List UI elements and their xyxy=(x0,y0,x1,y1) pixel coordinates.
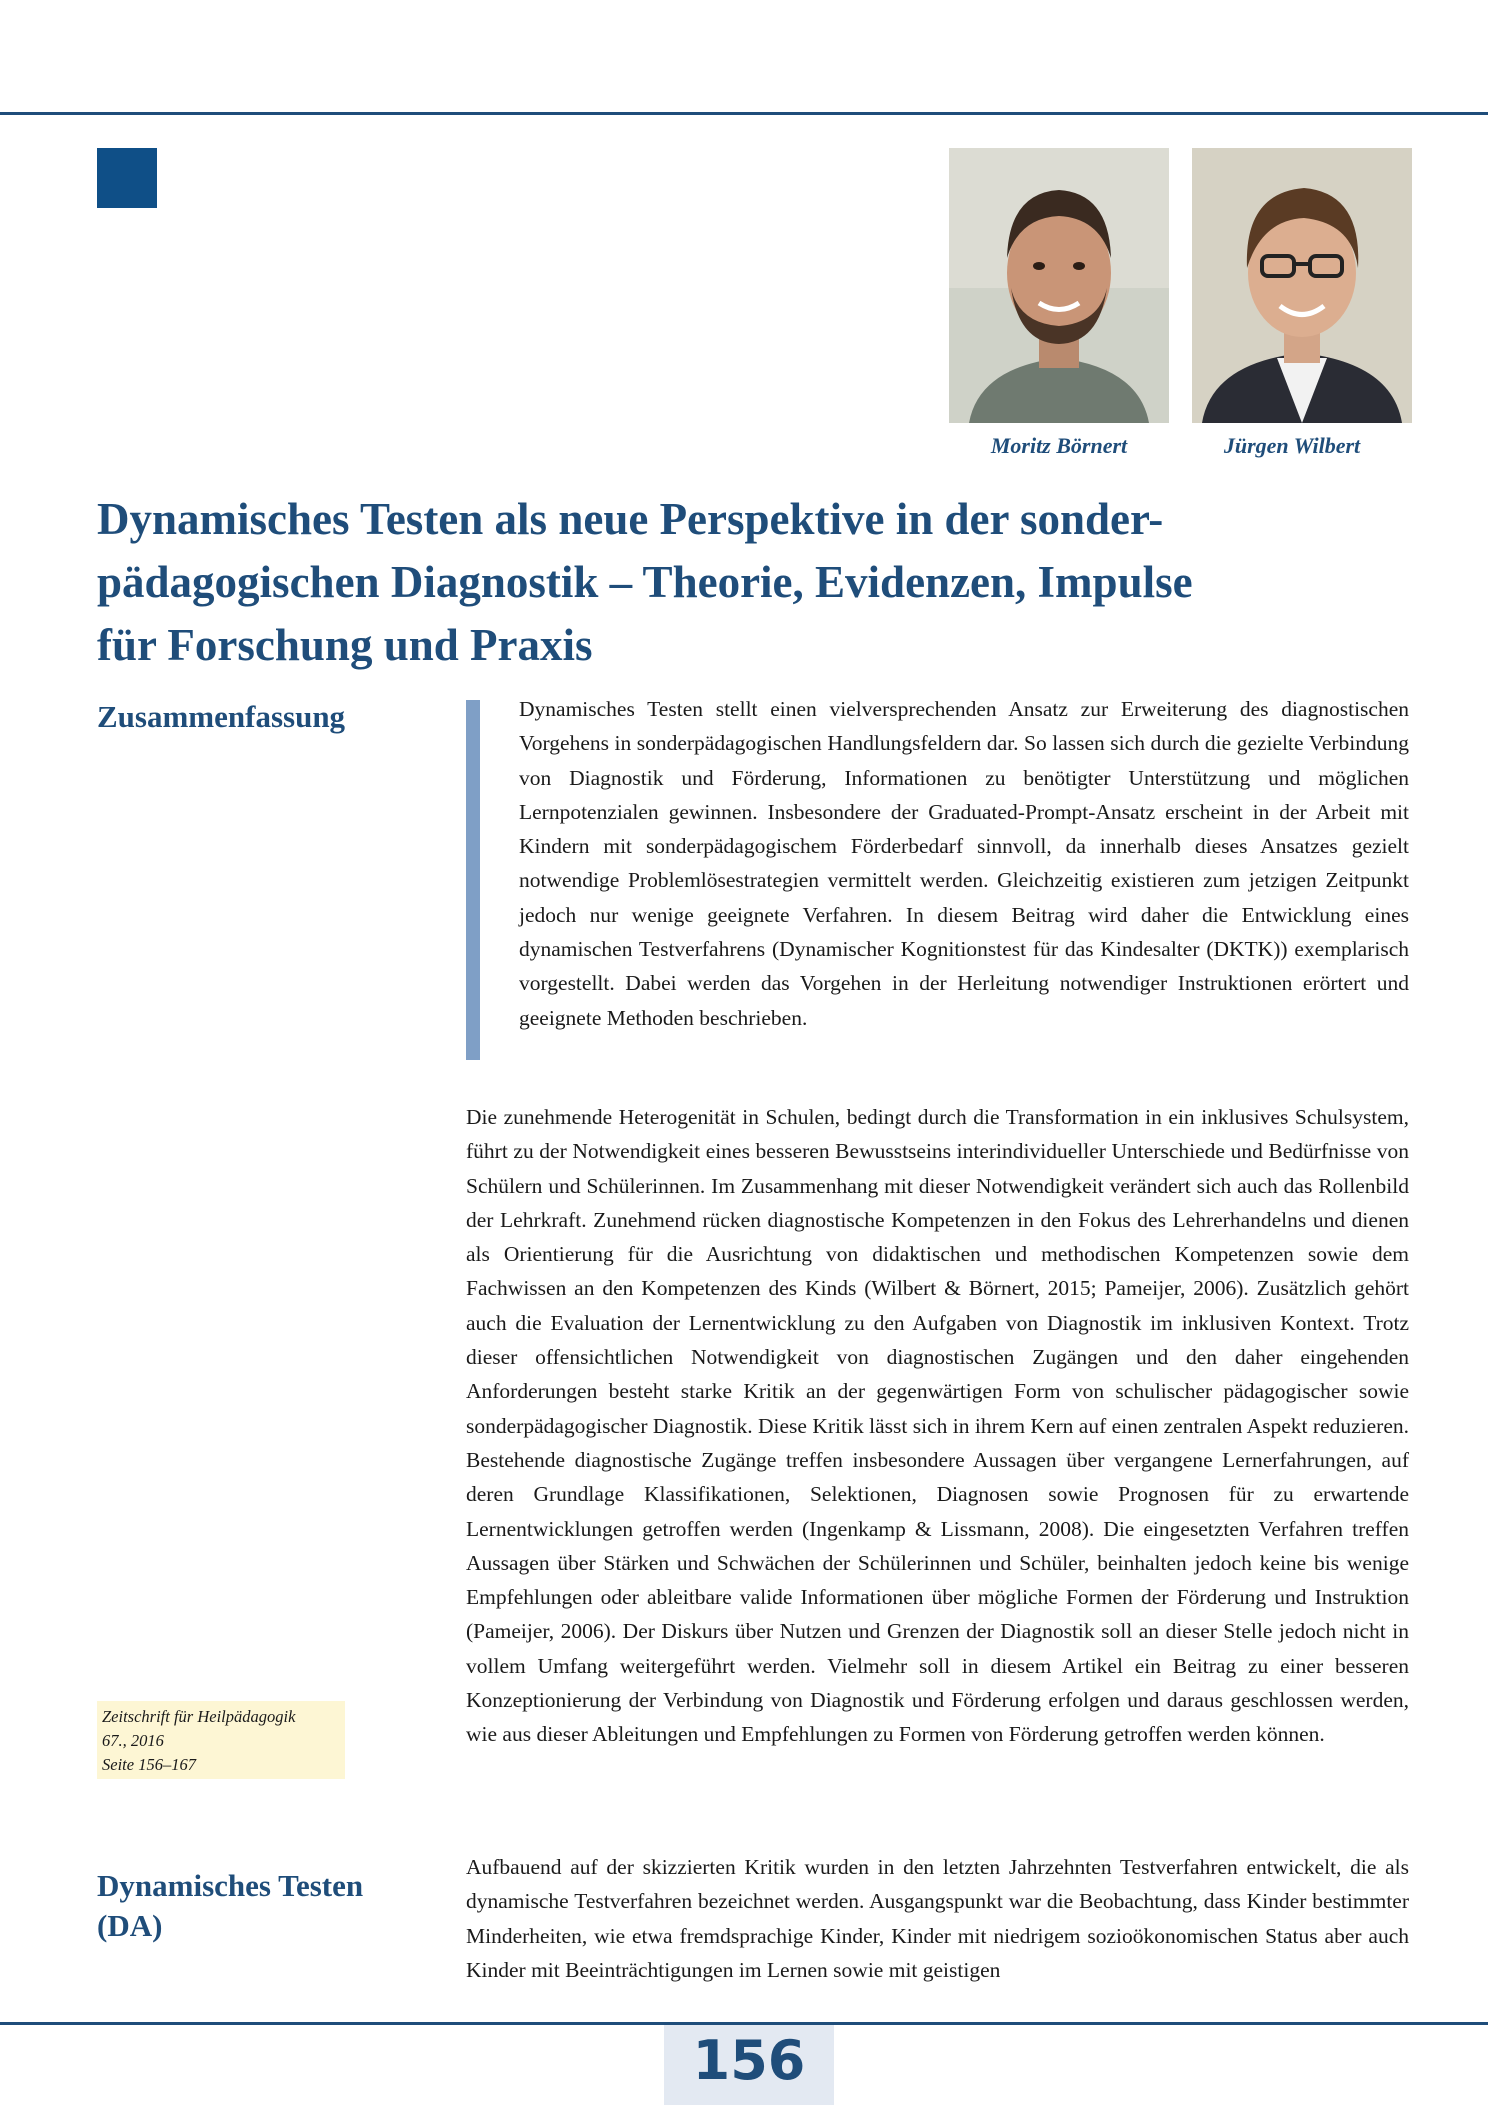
author-photo-boernert xyxy=(949,148,1169,423)
citation-box xyxy=(97,1701,345,1779)
abstract-bar xyxy=(466,700,480,1060)
section-heading: Dynamisches Testen (DA) xyxy=(97,1868,364,1943)
author-caption-wilbert: Jürgen Wilbert xyxy=(1223,433,1361,458)
citation-pages: Seite 156–167 xyxy=(102,1755,196,1774)
article-title xyxy=(97,488,1427,677)
paragraph-text: Die zunehmende Heterogenität in Schulen, bedingt durch die Transformation in ein inklusives Schulsystem, führt zu der Notwendigkeit eines besseren Bewusstseins interindividueller Unterschiede und Bedürfnisse von Schülern und Schülerinnen. Im Zusammenhang mit dieser Notwendigkeit verändert sich auch das Rollenbild der Lehrkraft. Zunehmend rücken diagnostische Kompetenzen in den Fokus des Lehrerhandelns und dienen als Orientierung für die Ausrichtung von didaktischen und methodischen Kompetenzen sowie dem Fachwissen an den Kompetenzen des Kinds (Wilbert & Börnert, 2015; Pameijer, 2006). Zusätzlich gehört auch die Evaluation der Lernentwicklung zu den Aufgaben von Diagnostik im inklusiven Kontext. Trotz dieser offensichtlichen Notwendigkeit von diagnostischen Zugängen und den daher eingehenden Anforderungen besteht starke Kritik an der gegenwärtigen Form von schulischer pädagogischer sowie sonderpädagogischer Diagnostik. Diese Kritik lässt sich in ihrem Kern auf einen zentralen Aspekt reduzieren. Bestehende diagnostische Zugänge treffen insbesondere Aussagen über vergangene Lernerfahrungen, auf deren Grundlage Klassifikationen, Selektionen, Diagnosen sowie Prognosen für zu erwartende Lernentwicklungen getroffen werden (Ingenkamp & Lissmann, 2008). Die eingesetzten Verfahren treffen Aussagen über Stärken und Schwächen der Schülerinnen und Schüler, beinhalten jedoch keine bis wenige Empfehlungen oder ableitbare valide Informationen über mögliche Formen der Förderung und Instruktion (Pameijer, 2006). Der Diskurs über Nutzen und Grenzen der Diagnostik soll an dieser Stelle jedoch nicht in vollem Umfang weitergeführt werden. Vielmehr soll in diesem Artikel ein Beitrag zu einer besseren Konzeptionierung der Verbindung von Diagnostik und Förderung erfolgen und daraus geschlossen werden, wie aus dieser Ableitungen und Empfehlungen zu Formen von Förderung getroffen werden können. xyxy=(466,1105,1409,1747)
top-rule xyxy=(0,112,1488,115)
abstract-heading: Zusammenfassung xyxy=(97,699,346,734)
author-caption-boernert: Moritz Börnert xyxy=(990,433,1128,458)
title-line: für Forschung und Praxis xyxy=(97,620,593,670)
citation-journal: Zeitschrift für Heilpädagogik xyxy=(102,1707,296,1726)
body-paragraph-2 xyxy=(466,1850,1409,1987)
abstract-text: Dynamisches Testen stellt einen vielversprechenden Ansatz zur Erweiterung des diagnostischen Vorgehens in sonderpädagogischen Handlungsfeldern dar. So lassen sich durch die gezielte Verbindung von Diagnostik und Förderung, Informationen zu benötigter Unterstützung und möglichen Lernpotenzialen gewinnen. Insbesondere der Graduated-Prompt-Ansatz erscheint in der Arbeit mit Kindern mit sonderpädagogischem Förderbedarf sinnvoll, da innerhalb dieses Ansatzes gezielt notwendige Problemlösestrategien vermittelt werden. Gleichzeitig existieren zum jetzigen Zeitpunkt jedoch nur wenige geeignete Verfahren. In diesem Beitrag wird daher die Entwicklung eines dynamischen Testverfahrens (Dynamischer Kognitionstest für das Kindesalter (DKTK)) exemplarisch vorgestellt. Dabei werden das Vorgehen in der Herleitung notwendiger Instruktionen erörtert und geeignete Methoden beschrieben. xyxy=(519,697,1409,1030)
page-number-box xyxy=(664,2025,834,2105)
title-line: pädagogischen Diagnostik – Theorie, Evidenzen, Impulse xyxy=(97,557,1193,607)
paragraph-text: Aufbauend auf der skizzierten Kritik wurden in den letzten Jahrzehnten Testverfahren entwickelt, die als dynamische Testverfahren bezeichnet werden. Ausgangspunkt war die Beobachtung, dass Kinder bestimmter Minderheiten, wie etwa fremdsprachige Kinder, Kinder mit niedrigem sozioökonomischen Status aber auch Kinder mit Beeinträchtigungen im Lernen sowie mit geistigen xyxy=(466,1855,1409,1982)
body-paragraph-1 xyxy=(466,1100,1409,1752)
author-photo-wilbert xyxy=(1192,148,1412,423)
citation-volume: 67., 2016 xyxy=(102,1731,164,1750)
page-number: 156 xyxy=(692,2029,806,2092)
title-line: Dynamisches Testen als neue Perspektive in der sonder- xyxy=(97,494,1164,544)
section-marker-square xyxy=(97,148,157,208)
